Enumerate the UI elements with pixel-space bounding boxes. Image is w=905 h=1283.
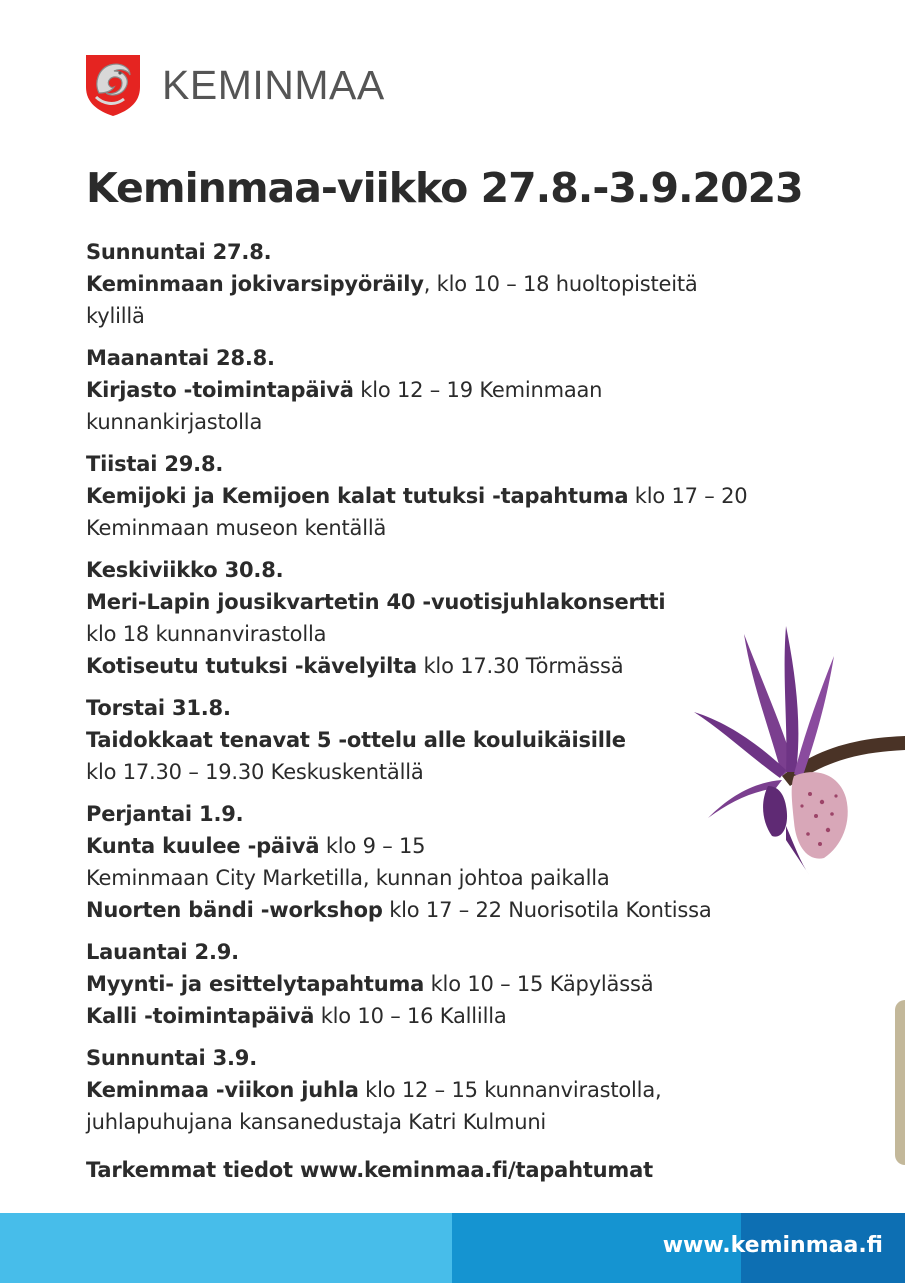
day-title: Sunnuntai 3.9. [86, 1046, 257, 1070]
day-title: Tiistai 29.8. [86, 452, 224, 476]
site-url-link[interactable]: www.keminmaa.fi [662, 1233, 883, 1258]
event-line [86, 1000, 826, 1032]
logo [84, 53, 385, 117]
logo-wordmark: KEMINMAA [162, 61, 385, 108]
event-line [86, 374, 826, 406]
event-line [86, 1106, 826, 1138]
event-name: Kotiseutu tutuksi -kävelyilta [86, 654, 417, 678]
day-block [86, 236, 826, 332]
event-line [86, 894, 826, 926]
event-line [86, 1074, 826, 1106]
day-block [86, 1042, 826, 1138]
keminmaa-crest-icon [84, 53, 142, 117]
event-line [86, 406, 826, 438]
day-title: Torstai 31.8. [86, 696, 231, 720]
event-name: Kirjasto -toimintapäivä [86, 378, 354, 402]
day-block [86, 448, 826, 544]
more-info-text: Tarkemmat tiedot www.keminmaa.fi/tapahtumat [86, 1158, 653, 1182]
event-details: Keminmaan museon kentällä [86, 516, 387, 540]
page-title: Keminmaa-viikko 27.8.-3.9.2023 [86, 164, 803, 212]
day-title: Sunnuntai 27.8. [86, 240, 272, 264]
event-details: kylillä [86, 304, 145, 328]
event-name: Nuorten bändi -workshop [86, 898, 383, 922]
event-name: Keminmaa -viikon juhla [86, 1078, 359, 1102]
event-line [86, 268, 826, 300]
event-details: klo 17.30 Törmässä [417, 654, 624, 678]
event-name: Kalli -toimintapäivä [86, 1004, 315, 1028]
event-name: Kunta kuulee -päivä [86, 834, 320, 858]
event-details: klo 17.30 – 19.30 Keskuskentällä [86, 760, 424, 784]
event-details: , klo 10 – 18 huoltopisteitä [423, 272, 698, 296]
bar-segment-dark [662, 1213, 905, 1283]
event-details: klo 12 – 15 kunnanvirastolla, [358, 1078, 662, 1102]
day-title: Keskiviikko 30.8. [86, 558, 284, 582]
orchid-flower-illustration [690, 626, 905, 886]
event-details: Keminmaan City Marketilla, kunnan johtoa paikalla [86, 866, 610, 890]
event-details: juhlapuhujana kansanedustaja Katri Kulmuni [86, 1110, 547, 1134]
event-name: Kemijoki ja Kemijoen kalat tutuksi -tapahtuma [86, 484, 629, 508]
day-title: Perjantai 1.9. [86, 802, 244, 826]
event-name: Keminmaan jokivarsipyöräily [86, 272, 424, 296]
event-name: Myynti- ja esittelytapahtuma [86, 972, 425, 996]
event-details: klo 10 – 16 Kallilla [314, 1004, 507, 1028]
bar-segment-light [0, 1213, 452, 1283]
event-details: klo 9 – 15 [319, 834, 426, 858]
event-line [86, 586, 826, 618]
day-block [86, 936, 826, 1032]
event-details: klo 12 – 19 Keminmaan [353, 378, 603, 402]
day-title: Lauantai 2.9. [86, 940, 239, 964]
event-name: Meri-Lapin jousikvartetin 40 -vuotisjuhlakonsertti [86, 590, 666, 614]
event-details: kunnankirjastolla [86, 410, 263, 434]
day-title: Maanantai 28.8. [86, 346, 275, 370]
bottom-bar [0, 1213, 905, 1283]
event-name: Taidokkaat tenavat 5 -ottelu alle kouluikäisille [86, 728, 626, 752]
event-details: klo 18 kunnanvirastolla [86, 622, 327, 646]
edge-decoration [895, 1000, 905, 1165]
event-line [86, 968, 826, 1000]
event-details: klo 17 – 20 [628, 484, 748, 508]
event-line [86, 300, 826, 332]
event-details: klo 17 – 22 Nuorisotila Kontissa [382, 898, 712, 922]
event-details: klo 10 – 15 Käpylässä [424, 972, 654, 996]
event-line [86, 512, 826, 544]
event-line [86, 480, 826, 512]
day-block [86, 342, 826, 438]
